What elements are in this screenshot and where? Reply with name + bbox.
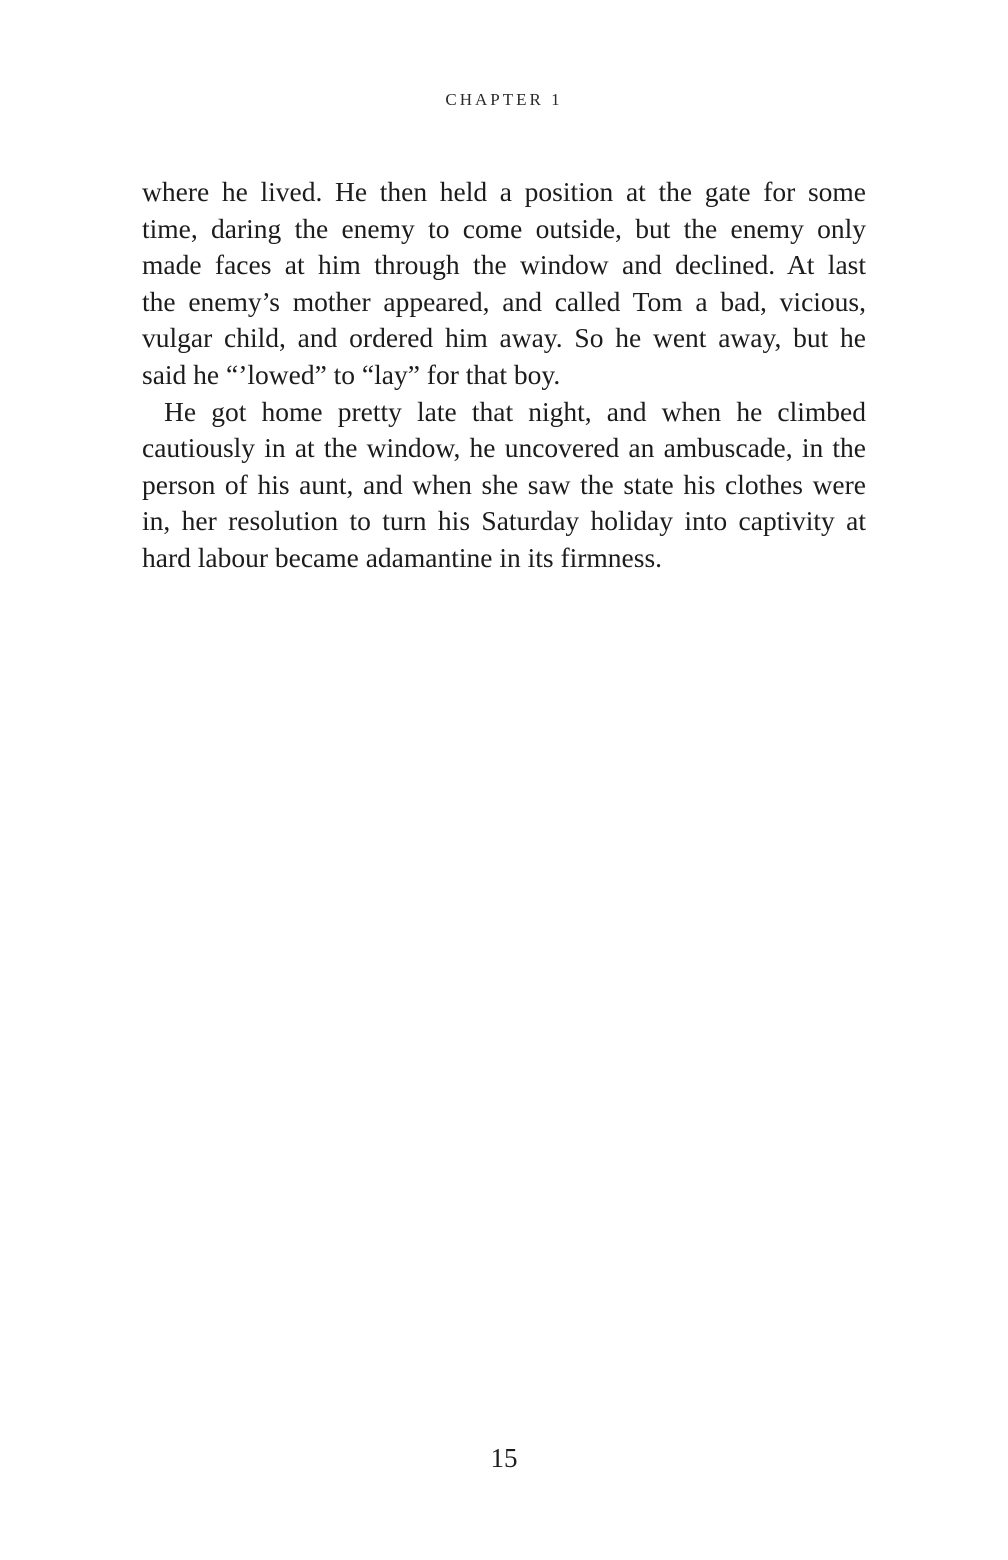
text-line: said he “’lowed” to “lay” for that boy. — [142, 358, 561, 390]
text-line: cautiously in at the window, he uncovered an ambuscade, in the — [142, 432, 866, 464]
text-line: in, her resolution to turn his Saturday holiday into captivity at — [142, 505, 866, 537]
text-line: the enemy’s mother appeared, and called Tom a bad, vicious, — [142, 285, 866, 317]
text-line: time, daring the enemy to come outside, but the enemy only — [142, 212, 866, 244]
text-line: He got home pretty late that night, and when he climbed — [164, 395, 866, 427]
text-line: hard labour became adamantine in its firmness. — [142, 541, 663, 573]
paragraph-2 — [142, 394, 866, 577]
text-line: where he lived. He then held a position at the gate for some — [142, 176, 866, 207]
running-head: CHAPTER 1 — [445, 90, 563, 109]
body-text — [142, 174, 866, 577]
paragraph-1 — [142, 174, 866, 394]
text-line: person of his aunt, and when she saw the state his clothes were — [142, 468, 866, 500]
text-line: vulgar child, and ordered him away. So he went away, but he — [142, 322, 866, 354]
page-number: 15 — [490, 1443, 518, 1473]
text-line: made faces at him through the window and declined. At last — [142, 249, 866, 281]
